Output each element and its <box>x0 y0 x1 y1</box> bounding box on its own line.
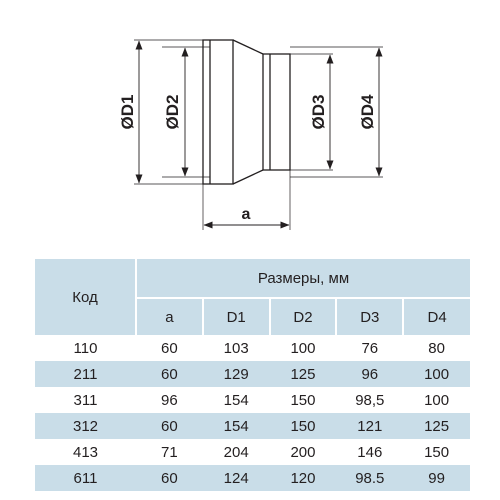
column-header-d2: D2 <box>270 298 337 335</box>
row-code-cell: 311 <box>73 391 98 409</box>
row-code-cell: 110 <box>73 339 98 357</box>
row-d1-cell: 129 <box>203 361 270 387</box>
a-label: a <box>241 206 251 223</box>
table-row <box>35 413 470 439</box>
table-row <box>35 439 470 465</box>
row-a-cell: 60 <box>136 413 203 439</box>
row-d2-cell: 150 <box>290 391 316 409</box>
row-code-cell: 312 <box>35 413 136 439</box>
table-row <box>35 465 470 491</box>
row-d3-cell: 76 <box>361 339 379 357</box>
row-d1-cell: 154 <box>223 391 249 409</box>
row-a-cell: 60 <box>161 339 178 357</box>
row-d2-cell: 120 <box>270 465 337 491</box>
row-d1-cell: 124 <box>203 465 270 491</box>
row-d1-cell: 103 <box>223 339 249 357</box>
row-a-cell: 60 <box>136 465 203 491</box>
row-d4-cell: 150 <box>424 443 450 461</box>
row-d3-cell: 96 <box>336 361 403 387</box>
row-code-cell: 413 <box>72 443 99 461</box>
reducer-outline <box>203 40 290 184</box>
row-a-cell: 71 <box>161 443 178 461</box>
row-d2-cell: 100 <box>290 339 316 357</box>
table-row <box>35 387 470 413</box>
row-d4-cell: 100 <box>424 391 450 409</box>
sizes-header: Размеры, мм <box>136 259 470 298</box>
dimensions-table <box>35 259 470 491</box>
d2-label: ØD2 <box>163 94 182 130</box>
d1-label: ØD1 <box>118 94 137 130</box>
table-row <box>35 361 470 387</box>
row-d2-cell: 125 <box>270 361 337 387</box>
row-d2-cell: 200 <box>290 443 316 461</box>
row-d2-cell: 150 <box>270 413 337 439</box>
row-d4-cell: 125 <box>403 413 470 439</box>
table-row <box>35 335 470 361</box>
column-header-d3: D3 <box>336 298 403 335</box>
d4-label: ØD4 <box>358 94 377 130</box>
row-d1-cell: 154 <box>203 413 270 439</box>
row-d3-cell: 98.5 <box>336 465 403 491</box>
row-d3-cell: 146 <box>357 443 383 461</box>
column-header-d4: D4 <box>403 298 470 335</box>
row-d4-cell: 99 <box>403 465 470 491</box>
row-a-cell: 96 <box>161 391 178 409</box>
row-d3-cell: 121 <box>336 413 403 439</box>
extension-lines <box>134 40 383 230</box>
column-header-a: a <box>136 298 203 335</box>
d3-label: ØD3 <box>309 94 328 130</box>
row-d1-cell: 204 <box>223 443 249 461</box>
row-code-cell: 611 <box>35 465 136 491</box>
column-header-d1: D1 <box>203 298 270 335</box>
code-header: Код <box>35 259 136 335</box>
table-body <box>35 335 470 491</box>
row-d3-cell: 98,5 <box>355 391 385 409</box>
row-a-cell: 60 <box>136 361 203 387</box>
row-d4-cell: 100 <box>403 361 470 387</box>
row-code-cell: 211 <box>35 361 136 387</box>
row-d4-cell: 80 <box>428 339 445 357</box>
